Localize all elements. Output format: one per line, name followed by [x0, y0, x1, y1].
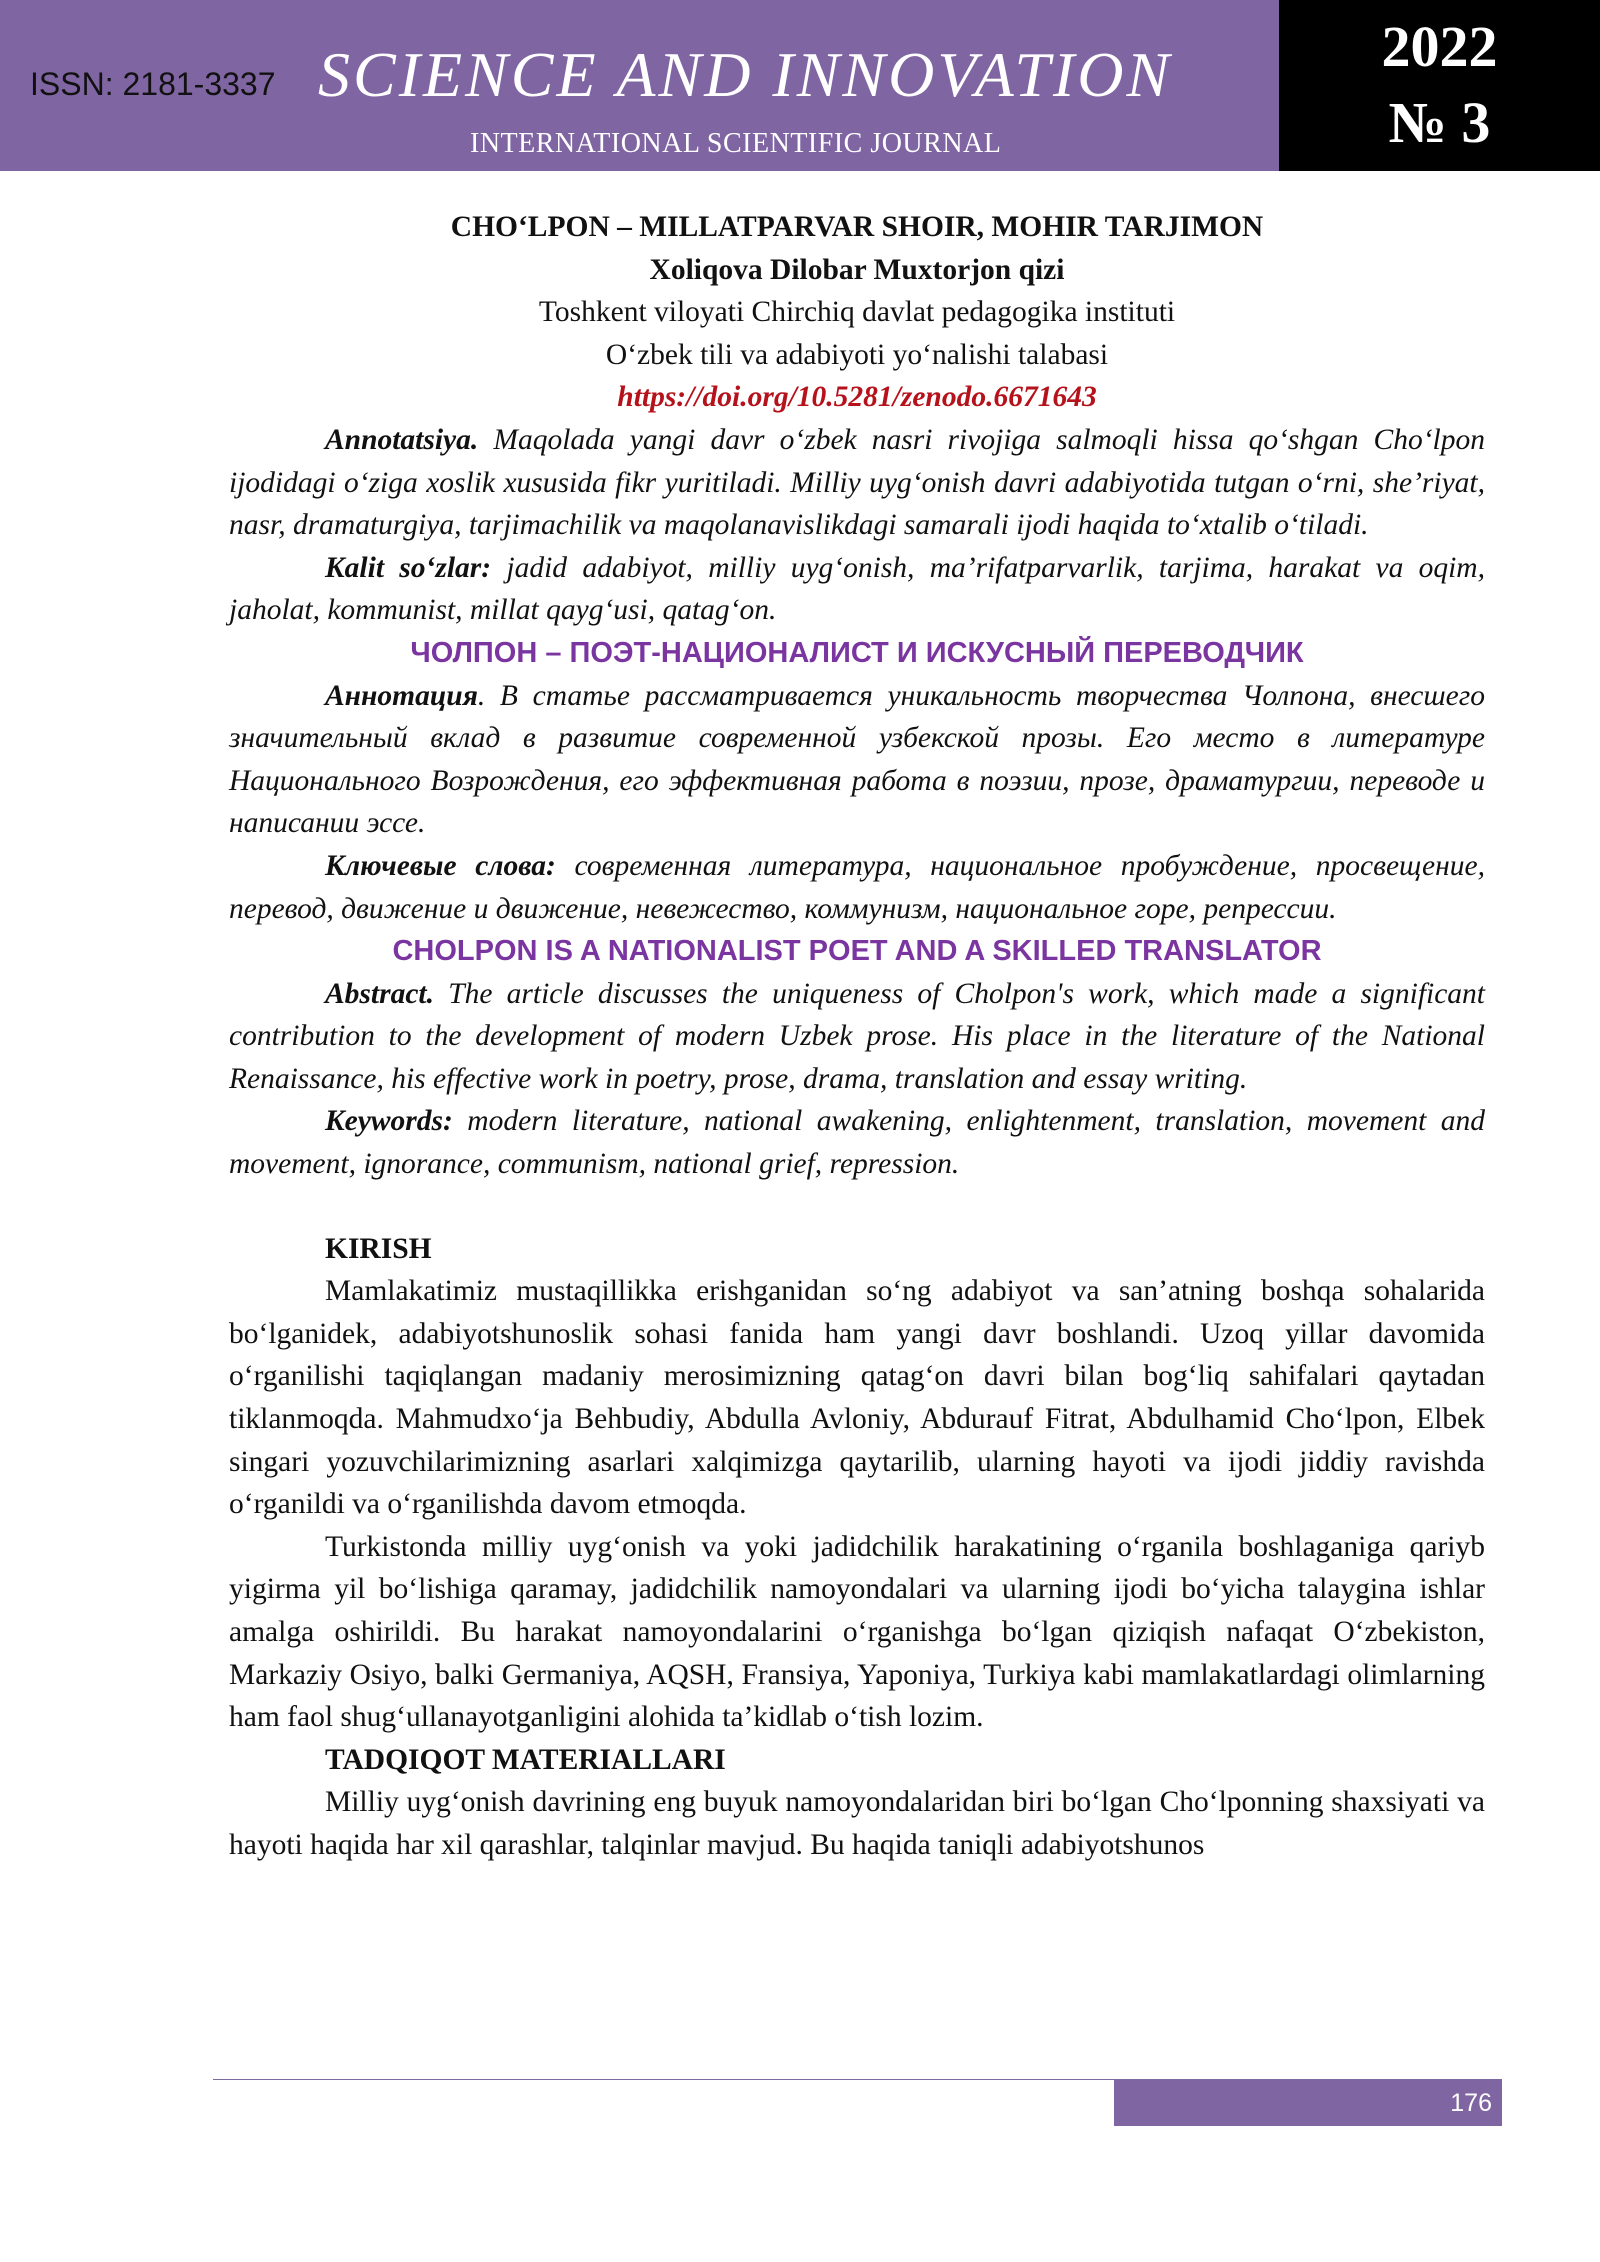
journal-title: SCIENCE AND INNOVATION: [318, 39, 1173, 110]
journal-subtitle: INTERNATIONAL SCIENTIFIC JOURNAL: [470, 128, 1002, 159]
section-heading-materials: TADQIQOT MATERIALLARI: [325, 1743, 726, 1776]
en-abstract-text: The article discusses the uniqueness of Cholpon's work, which made a significant contribution to the development of modern Uzbek prose. His place in the literature of the National Renaissance, his effective work in poetry, prose, drama, translation and essay writing.: [229, 977, 1485, 1095]
en-keywords-label: Keywords:: [325, 1105, 453, 1138]
en-title: CHOLPON IS A NATIONALIST POET AND A SKILLED TRANSLATOR: [392, 935, 1322, 968]
ru-annotation-text: . В статье рассматривается уникальность творчества Чолпона, внесшего значительный вклад в развитие современной узбекской прозы. Его место в литературе Национального Возрождения, его эффективная работа в поэзии, прозе, драматургии, переводе и написании эссе.: [229, 679, 1485, 840]
journal-year: 2022: [1381, 14, 1498, 79]
body-paragraph: Turkistonda milliy uyg‘onish va yoki jadidchilik harakatining o‘rganila boshlaganiga qariyb yigirma yil bo‘lishiga qaramay, jadidchilik namoyondalari va ularning ijodi bo‘yicha talaygina ishlar amalga oshirildi. Bu harakat namoyondalarini o‘rganishga bo‘lgan qiziqish nafaqat O‘zbekiston, Markaziy Osiyo, balki Germaniya, AQSH, Fransiya, Yaponiya, Turkiya kabi mamlakatlardagi olimlarning ham faol shug‘ullanayotganligini alohida ta’kidlab o‘tish lozim.: [229, 1530, 1485, 1734]
uz-keywords: [229, 547, 1485, 632]
ru-keywords-label: Ключевые слова:: [325, 849, 556, 882]
en-abstract-label: Abstract.: [325, 977, 434, 1010]
ru-keywords-text: современная литература, национальное пробуждение, просвещение, перевод, движение и движение, невежество, коммунизм, национальное горе, репрессии.: [229, 849, 1485, 925]
ru-keywords: [229, 845, 1485, 930]
uz-annotation-text: Maqolada yangi davr o‘zbek nasri rivojiga salmoqli hissa qo‘shgan Cho‘lpon ijodidagi o‘ziga xoslik xususida fikr yuritiladi. Milliy uyg‘onish davri adabiyotida tutgan o‘rni, she’riyat, nasr, dramaturgiya, tarjimachilik va maqolanavislikdagi samarali ijodi haqida to‘xtalib o‘tiladi.: [229, 423, 1485, 542]
ru-annotation-label: Аннотация: [325, 679, 478, 712]
uz-annotation: [229, 419, 1485, 547]
article-content: [229, 206, 1485, 1867]
uz-annotation-label: Annotatsiya.: [325, 423, 479, 456]
ru-title: ЧОЛПОН – ПОЭТ-НАЦИОНАЛИСТ И ИСКУСНЫЙ ПЕРЕВОДЧИК: [410, 636, 1304, 669]
journal-header: [0, 0, 1600, 171]
doi-link[interactable]: https://doi.org/10.5281/zenodo.6671643: [617, 381, 1097, 414]
author-affiliation: Toshkent viloyati Chirchiq davlat pedagogika instituti: [538, 296, 1176, 329]
article-title: CHO‘LPON – MILLATPARVAR SHOIR, MOHIR TARJIMON: [450, 211, 1264, 243]
author-program: O‘zbek tili va adabiyoti yo‘nalishi talabasi: [605, 338, 1109, 371]
en-abstract: [229, 973, 1485, 1101]
issn-label: ISSN: 2181-3337: [30, 66, 276, 102]
ru-annotation: [229, 675, 1485, 845]
section-heading-intro: KIRISH: [325, 1232, 432, 1265]
body-paragraph: Mamlakatimiz mustaqillikka erishganidan so‘ng adabiyot va san’atning boshqa sohalarida bo‘lganidek, adabiyotshunoslik sohasi fanida ham yangi davr boshlandi. Uzoq yillar davomida o‘rganilishi taqiqlangan madaniy merosimizning qatag‘on davri bilan bog‘liq sahifalari qaytadan tiklanmoqda. Mahmudxo‘ja Behbudiy, Abdulla Avloniy, Abdurauf Fitrat, Abdulhamid Cho‘lpon, Elbek singari yozuvchilarimizning asarlari xalqimizga qaytarilib, ularning hayoti va ijodi jiddiy ravishda o‘rganildi va o‘rganilishda davom etmoqda.: [229, 1275, 1485, 1521]
body-paragraph: Milliy uyg‘onish davrining eng buyuk namoyondalaridan biri bo‘lgan Cho‘lponning shaxsiyati va hayoti haqida har xil qarashlar, talqinlar mavjud. Bu haqida taniqli adabiyotshunos: [229, 1786, 1485, 1861]
en-keywords: [229, 1100, 1485, 1185]
article-author: Xoliqova Dilobar Muxtorjon qizi: [649, 253, 1065, 286]
uz-keywords-label: Kalit so‘zlar:: [325, 551, 492, 584]
en-keywords-text: modern literature, national awakening, enlightenment, translation, movement and movement, ignorance, communism, national grief, repression.: [229, 1105, 1485, 1181]
journal-issue: № 3: [1388, 90, 1491, 155]
page-number: 176: [1450, 2089, 1492, 2117]
uz-keywords-text: jadid adabiyot, milliy uyg‘onish, ma’rifatparvarlik, tarjima, harakat va oqim, jaholat, kommunist, millat qayg‘usi, qatag‘on.: [229, 551, 1485, 627]
